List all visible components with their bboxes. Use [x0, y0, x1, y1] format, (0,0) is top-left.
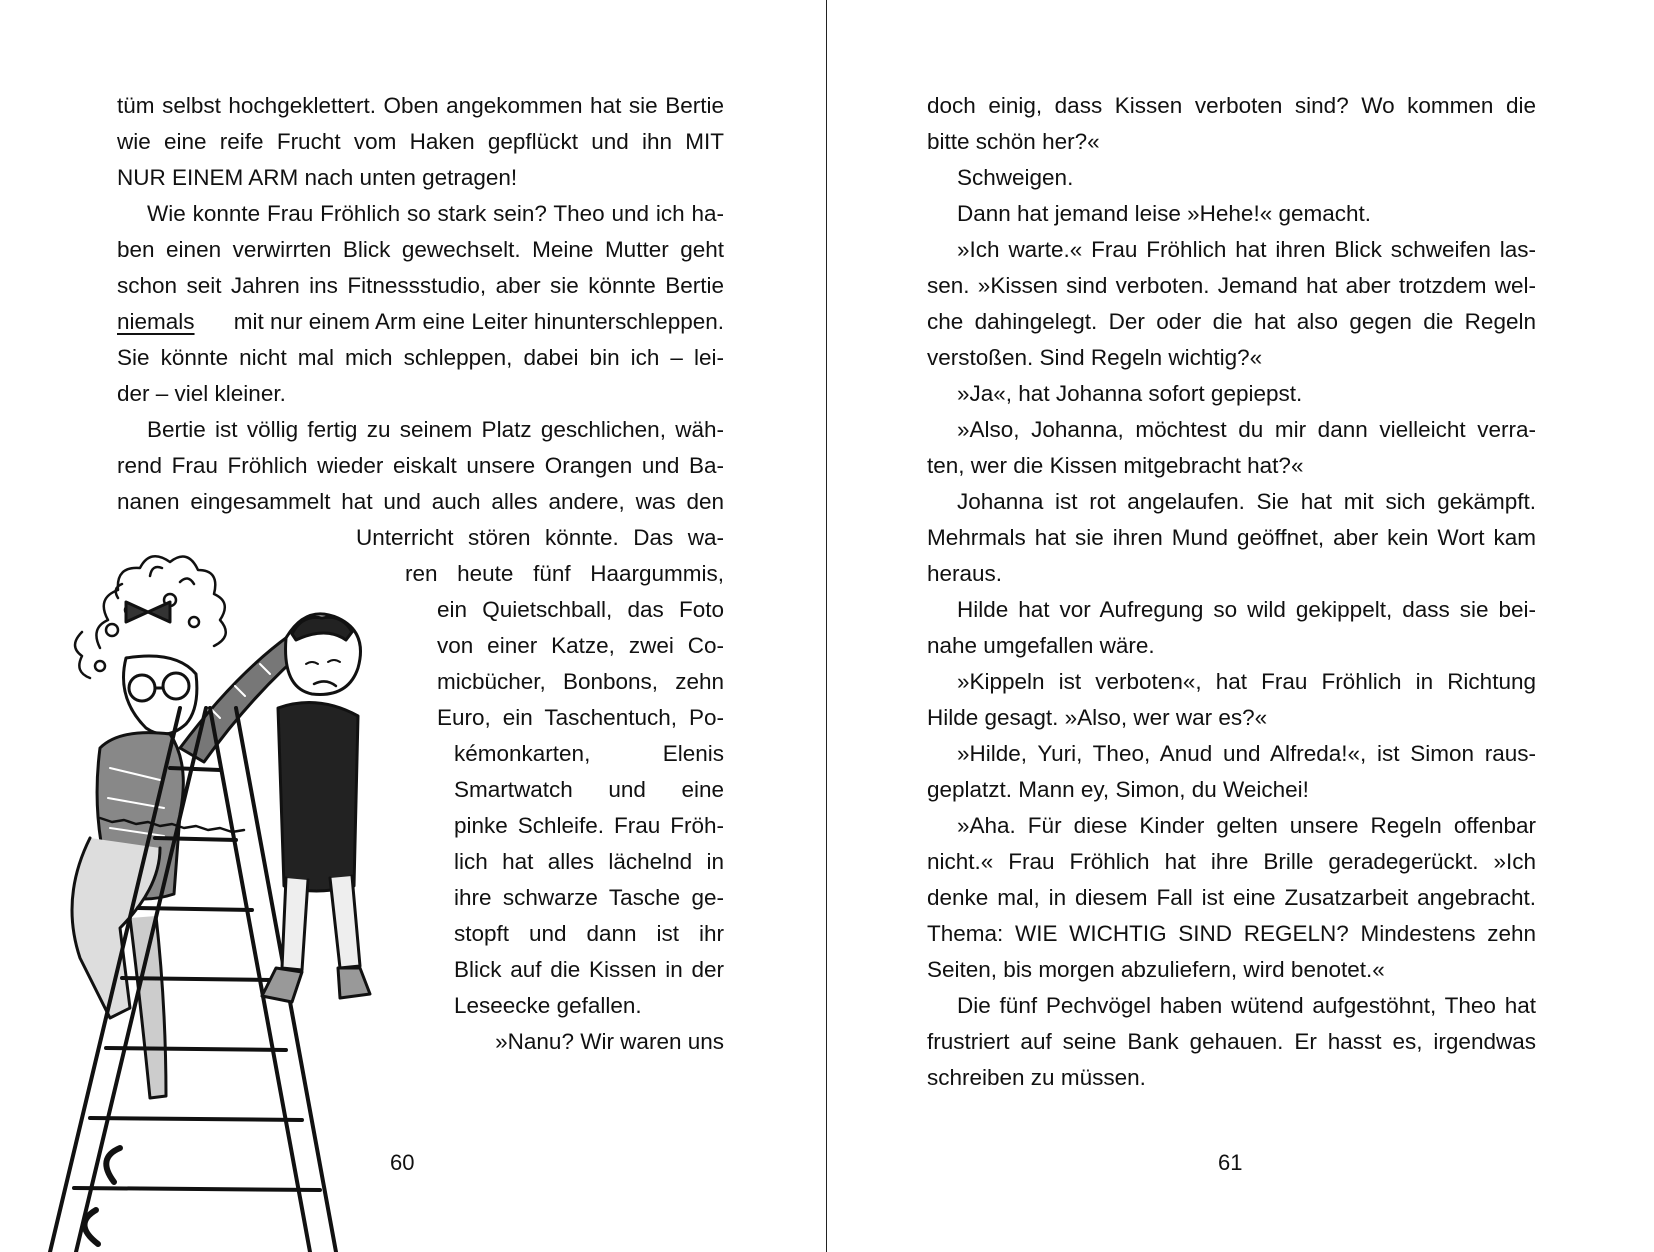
text-line: Hilde gesagt. »Also, wer war es?« — [927, 705, 1268, 730]
text-line: Die fünf Pechvögel haben wütend aufgestöhnt, Theo hat — [957, 993, 1536, 1018]
text-line: nahe umgefallen wäre. — [927, 633, 1155, 658]
text-line: Seiten, bis morgen abzuliefern, wird benotet.« — [927, 957, 1385, 982]
page-number: 61 — [1218, 1150, 1243, 1175]
text-line: ben einen verwirrten Blick gewechselt. Meine Mutter geht — [117, 237, 724, 262]
left-page — [0, 0, 826, 1252]
underlined-word: niemals — [117, 309, 195, 334]
text-line: der – viel kleiner. — [117, 381, 286, 406]
text-line: Mehrmals hat sie ihren Mund geöffnet, aber kein Wort kam — [927, 525, 1536, 550]
text-line: schreiben zu müssen. — [927, 1065, 1146, 1090]
text-line: Blick auf die Kissen in der — [454, 957, 724, 982]
text-line: Bertie ist völlig fertig zu seinem Platz geschlichen, wäh- — [147, 417, 724, 442]
text-line: Euro, ein Taschentuch, Po- — [437, 705, 724, 730]
text-line: Wie konnte Frau Fröhlich so stark sein? Theo und ich ha- — [147, 201, 724, 226]
text-line: Sie könnte nicht mal mich schleppen, dabei bin ich – lei- — [117, 345, 724, 370]
text-line: Smartwatch und eine — [454, 777, 724, 802]
page-number: 60 — [390, 1150, 415, 1175]
text-line: verstoßen. Sind Regeln wichtig?« — [927, 345, 1263, 370]
text-line: pinke Schleife. Frau Fröh- — [454, 813, 724, 838]
text-line: »Nanu? Wir waren uns — [495, 1029, 724, 1054]
text-line: sen. »Kissen sind verboten. Jemand hat aber trotzdem wel- — [927, 273, 1536, 298]
text-line: schon seit Jahren ins Fitnessstudio, aber sie könnte Bertie — [117, 273, 724, 298]
text-line: ten, wer die Kissen mitgebracht hat?« — [927, 453, 1304, 478]
text-line: nanen eingesammelt hat und auch alles andere, was den — [117, 489, 724, 514]
text-line: »Hilde, Yuri, Theo, Anud und Alfreda!«, ist Simon raus- — [957, 741, 1536, 766]
text-line: denke mal, in diesem Fall ist eine Zusatzarbeit angebracht. — [927, 885, 1536, 910]
text-line: Thema: WIE WICHTIG SIND REGELN? Mindestens zehn — [927, 921, 1536, 946]
text-line: Leseecke gefallen. — [454, 993, 642, 1018]
text-line: von einer Katze, zwei Co- — [437, 633, 724, 658]
text-line: Johanna ist rot angelaufen. Sie hat mit sich gekämpft. — [957, 489, 1536, 514]
text-line: kémonkarten, Elenis — [454, 741, 724, 766]
text-line: Hilde hat vor Aufregung so wild gekippelt, dass sie bei- — [957, 597, 1536, 622]
text-line: Dann hat jemand leise »Hehe!« gemacht. — [957, 201, 1372, 226]
text-line: wie eine reife Frucht vom Haken gepflückt und ihn MIT — [117, 129, 724, 154]
text-line: nicht.« Frau Fröhlich hat ihre Brille geradegerückt. »Ich — [927, 849, 1536, 874]
text-line: ein Quietschball, das Foto — [437, 597, 724, 622]
hair-bow — [126, 602, 170, 622]
text-line-rest: mit nur einem Arm eine Leiter hinunterschleppen. — [233, 309, 724, 334]
text-line: »Aha. Für diese Kinder gelten unsere Regeln offenbar — [957, 813, 1536, 838]
text-line: geplatzt. Mann ey, Simon, du Weichei! — [927, 777, 1309, 802]
text-line: »Also, Johanna, möchtest du mir dann vielleicht verra- — [957, 417, 1536, 442]
text-line: micbücher, Bonbons, zehn — [437, 669, 724, 694]
text-line: lich hat alles lächelnd in — [454, 849, 724, 874]
text-line: NUR EINEM ARM nach unten getragen! — [117, 165, 518, 190]
text-line: stopft und dann ist ihr — [454, 921, 724, 946]
text-line: heraus. — [927, 561, 1003, 586]
text-line: ihre schwarze Tasche ge- — [454, 885, 724, 910]
text-line: »Kippeln ist verboten«, hat Frau Fröhlich in Richtung — [957, 669, 1536, 694]
text-line — [117, 304, 724, 340]
text-line: ren heute fünf Haargummis, — [405, 561, 724, 586]
text-line: Schweigen. — [957, 165, 1074, 190]
text-line: rend Frau Fröhlich wieder eiskalt unsere Orangen und Ba- — [117, 453, 724, 478]
text-line: che dahingelegt. Der oder die hat also gegen die Regeln — [927, 309, 1536, 334]
teacher-ladder-illustration — [30, 538, 450, 1252]
text-line: »Ich warte.« Frau Fröhlich hat ihren Blick schweifen las- — [957, 237, 1536, 262]
text-line: Unterricht stören könnte. Das wa- — [356, 525, 724, 550]
text-line: frustriert auf seine Bank gehauen. Er hasst es, irgendwas — [927, 1029, 1536, 1054]
text-line: tüm selbst hochgeklettert. Oben angekommen hat sie Bertie — [117, 93, 724, 118]
text-line: »Ja«, hat Johanna sofort gepiepst. — [957, 381, 1303, 406]
text-line: doch einig, dass Kissen verboten sind? Wo kommen die — [927, 93, 1536, 118]
text-line: bitte schön her?« — [927, 129, 1100, 154]
